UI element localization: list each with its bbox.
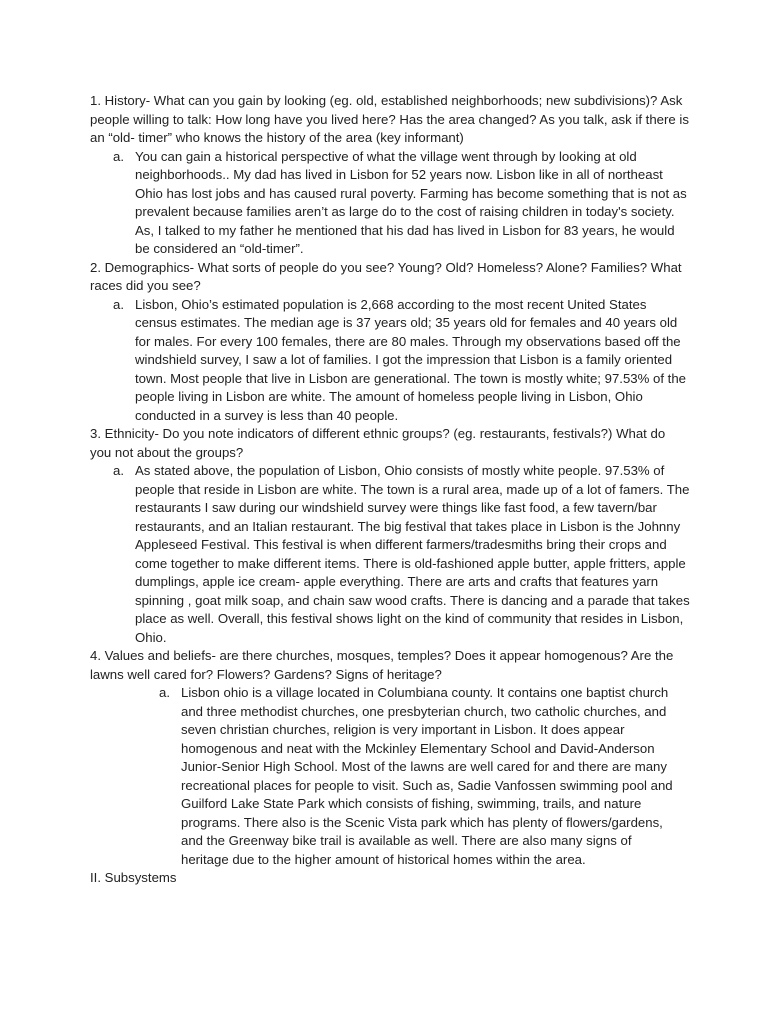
list-marker: a. — [113, 148, 124, 164]
list-marker: a. — [159, 685, 170, 700]
answer-text: Lisbon, Ohio’s estimated population is 2,668 according to the most recent United States census estimates. The median age is 37 years old; 35 years old for females and 40 years old for males. For every 100 females, there are 80 males. Through my observations based off the windshield survey, I saw a lot of families. I got the impression that Lisbon is a family oriented town. Most people that live in Lisbon are generational. The town is mostly white; 97.53% of the people living in Lisbon are white. The amount of homeless people living in Lisbon, Ohio conducted in a survey is less than 40 people. — [135, 296, 687, 423]
question-demographics: 2. Demographics- What sorts of people do you see? Young? Old? Homeless? Alone? Families? What races did you see? — [90, 259, 682, 293]
list-marker: a. — [113, 463, 124, 478]
document-body — [90, 92, 690, 888]
answer-text: Lisbon ohio is a village located in Columbiana county. It contains one baptist church and three methodist churches, one presbyterian church, two catholic churches, and seven christian churches, religion is very important in Lisbon. It does appear homogenous and neat with the Mckinley Elementary School and David-Anderson Junior-Senior High School. Most of the lawns are well cared for and there are many recreational places for people to visit. Such as, Sadie Vanfossen swimming pool and Guilford Lake State Park which consists of fishing, swimming, trails, and nature programs. There also is the Scenic Vista park which has plenty of flowers/gardens, and the Greenway bike trail is available as well. There are also many signs of heritage due to the higher amount of historical homes within the area. — [181, 685, 673, 867]
answer-demographics — [90, 296, 690, 426]
question-history: 1. History- What can you gain by looking (eg. old, established neighborhoods; new subdivisions)? Ask people willing to talk: How long have you lived here? Has the area changed? As you talk, ask if there is an “old- timer” who knows the history of the area (key informant) — [90, 93, 689, 145]
answer-text: You can gain a historical perspective of what the village went through by looking at old neighborhoods.. My dad has lived in Lisbon for 52 years now. Lisbon like in all of northeast Ohio has lost jobs and has caused rural poverty. Farming has become something that is not as prevalent because families aren’t as large do to the cost of raising children in today's society. As, I talked to my father he mentioned that his dad has lived in Lisbon for 83 years, he would be considered an “old-timer”. — [135, 148, 687, 256]
list-marker: a. — [113, 296, 124, 312]
answer-values-beliefs — [90, 684, 690, 869]
section-heading-subsystems: II. Subsystems — [90, 870, 177, 885]
question-ethnicity: 3. Ethnicity- Do you note indicators of different ethnic groups? (eg. restaurants, festivals?) What do you not about the groups? — [90, 426, 666, 460]
answer-text: As stated above, the population of Lisbon, Ohio consists of mostly white people. 97.53% of people that reside in Lisbon are white. The town is a rural area, made up of a lot of famers. The restaurants I saw during our windshield survey were things like fast food, a few tavern/bar restaurants, and an Italian restaurant. The big festival that takes place in Lisbon is the Johnny Appleseed Festival. This festival is when different farmers/tradesmiths bring their crops and come together to make different items. There is old-fashioned apple butter, apple fritters, apple dumplings, apple ice cream- apple everything. There are arts and crafts that features yarn spinning , goat milk soap, and chain saw wood crafts. There is dancing and a parade that takes place as well. Overall, this festival shows light on the kind of community that resides in Lisbon, Ohio. — [135, 463, 690, 645]
answer-history — [90, 148, 690, 259]
question-values-beliefs: 4. Values and beliefs- are there churches, mosques, temples? Does it appear homogenous? Are the lawns well cared for? Flowers? Gardens? Signs of heritage? — [90, 648, 674, 682]
answer-ethnicity — [90, 462, 690, 647]
